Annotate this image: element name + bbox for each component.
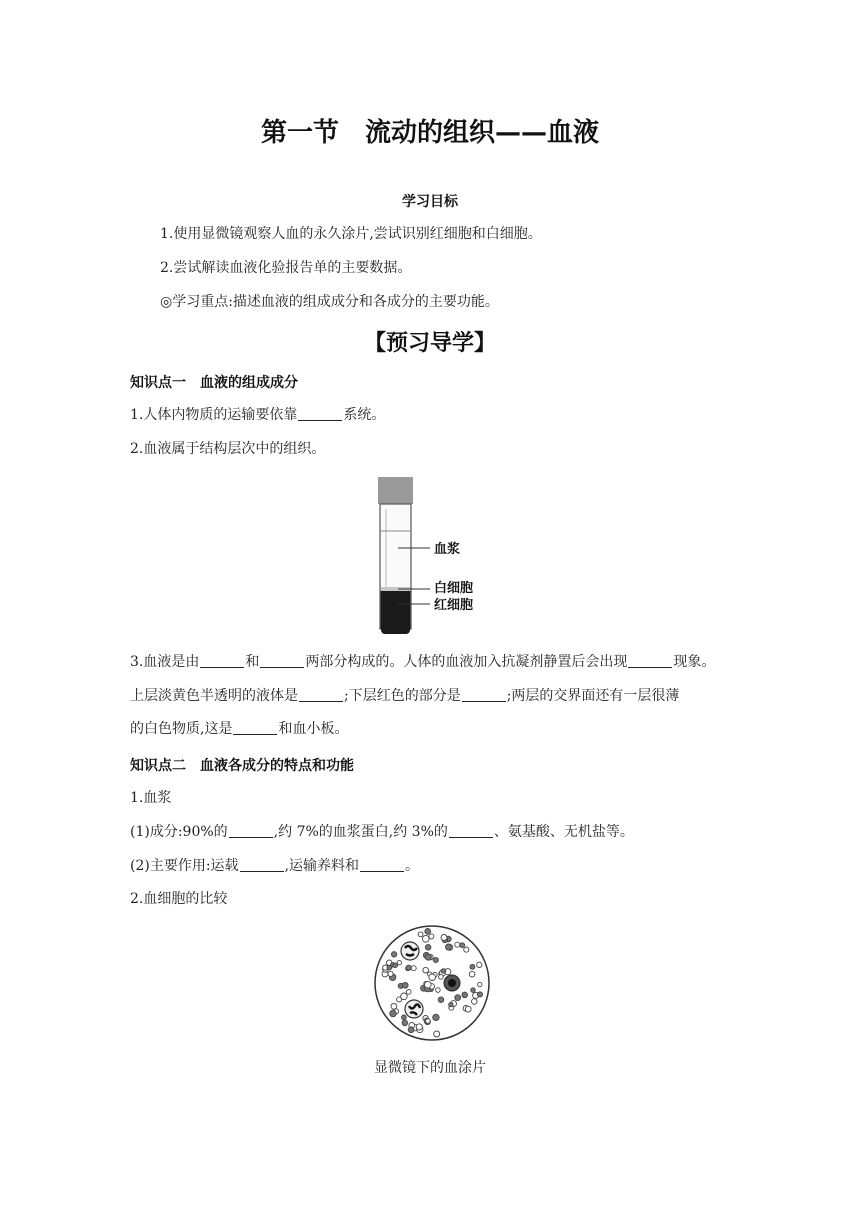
rbc-cell bbox=[422, 935, 429, 942]
rbc-cell bbox=[433, 1014, 439, 1020]
answer-blank[interactable] bbox=[200, 653, 244, 668]
rbc-cell bbox=[411, 966, 416, 971]
rbc-cell bbox=[401, 993, 408, 1000]
answer-blank[interactable] bbox=[299, 687, 343, 702]
answer-blank[interactable] bbox=[462, 687, 506, 702]
rbc-cell bbox=[462, 992, 468, 998]
answer-blank[interactable] bbox=[260, 653, 304, 668]
text: 现象。 bbox=[673, 654, 716, 670]
kp1-heading: 知识点一 血液的组成成分 bbox=[130, 375, 298, 391]
rbc-cell bbox=[425, 929, 431, 935]
rbc-cell bbox=[477, 962, 482, 967]
wbc-nucleus bbox=[448, 979, 456, 987]
text: 。 bbox=[405, 858, 420, 874]
rbc-cell bbox=[455, 942, 460, 947]
preview-heading: 【预习导学】 bbox=[363, 331, 496, 356]
objective-item-1: 1.使用显微镜观察人血的永久涂片,尝试识别红细胞和白细胞。 bbox=[160, 226, 542, 242]
rbc-cell bbox=[402, 982, 408, 988]
smear-field bbox=[375, 926, 489, 1040]
rbc-cell bbox=[436, 988, 441, 993]
rbc-cell bbox=[470, 964, 475, 969]
objectives-heading: 学习目标 bbox=[402, 194, 458, 210]
label-plasma: 血浆 bbox=[434, 542, 461, 557]
kp2-heading: 知识点二 血液各成分的特点和功能 bbox=[130, 758, 354, 774]
figure-caption: 显微镜下的血涂片 bbox=[374, 1060, 486, 1076]
tube-cap bbox=[378, 477, 413, 504]
answer-blank[interactable] bbox=[298, 406, 342, 421]
rbc-cell bbox=[439, 975, 444, 980]
page-title: 第一节 流动的组织——血液 bbox=[260, 118, 599, 148]
kp1-q3-line2 bbox=[130, 686, 679, 706]
test-tube-figure bbox=[370, 476, 490, 640]
blood-smear-figure bbox=[372, 923, 492, 1043]
rbc-cell bbox=[464, 947, 469, 952]
text: 上层淡黄色半透明的液体是 bbox=[130, 688, 298, 704]
answer-blank[interactable] bbox=[233, 720, 277, 735]
rbc-cell bbox=[426, 1019, 431, 1024]
kp2-s1-2 bbox=[130, 856, 419, 876]
answer-blank[interactable] bbox=[360, 857, 404, 872]
rbc-cell bbox=[391, 1003, 397, 1009]
wbc-cell bbox=[401, 942, 419, 960]
rbc-cell bbox=[438, 997, 444, 1003]
rbc-cell bbox=[397, 960, 401, 964]
rbc-cell bbox=[387, 965, 392, 970]
rbc-cell bbox=[434, 1031, 440, 1037]
kp2-s2: 2.血细胞的比较 bbox=[130, 891, 228, 907]
rbc-cell bbox=[478, 982, 482, 986]
rbc-cell bbox=[425, 981, 432, 988]
kp1-q1-text-b: 系统。 bbox=[343, 407, 386, 423]
answer-blank[interactable] bbox=[449, 823, 493, 838]
text: (2)主要作用:运载 bbox=[130, 858, 239, 874]
text: ,运输养料和 bbox=[284, 858, 360, 874]
answer-blank[interactable] bbox=[229, 823, 273, 838]
rbc-cell bbox=[425, 945, 431, 951]
kp2-s1-1 bbox=[130, 822, 634, 842]
rbc-cell bbox=[416, 1024, 422, 1030]
rbc-cell bbox=[423, 967, 429, 973]
rbc-cell bbox=[469, 971, 475, 977]
rbc-cell bbox=[418, 932, 423, 937]
rbc-cell bbox=[393, 963, 398, 968]
rbc-cell bbox=[449, 1002, 453, 1006]
rbc-cell bbox=[390, 1010, 397, 1017]
rbc-cell bbox=[406, 965, 411, 970]
rbc-cell bbox=[455, 995, 461, 1001]
label-wbc: 白细胞 bbox=[434, 581, 474, 596]
rbc-cell bbox=[388, 971, 393, 976]
answer-blank[interactable] bbox=[628, 653, 672, 668]
text: 的白色物质,这是 bbox=[130, 721, 233, 737]
text: 和血小板。 bbox=[278, 721, 349, 737]
tube-bottom bbox=[381, 626, 410, 634]
text: 两部分构成的。人体的血液加入抗凝剂静置后会出现 bbox=[305, 654, 628, 670]
rbc-cell bbox=[433, 957, 438, 962]
rbc-cell bbox=[406, 990, 411, 995]
kp1-q3-line1 bbox=[130, 652, 715, 672]
rbc-cell bbox=[441, 935, 447, 941]
kp1-q1 bbox=[130, 405, 385, 425]
kp2-s1: 1.血浆 bbox=[130, 790, 172, 806]
rbc-cell bbox=[446, 944, 452, 950]
kp1-q3-line3 bbox=[130, 719, 348, 739]
text: ;下层红色的部分是 bbox=[344, 688, 461, 704]
kp1-q2: 2.血液属于结构层次中的组织。 bbox=[130, 441, 326, 457]
rbc-cell bbox=[460, 943, 465, 948]
kp1-q1-text-a: 1.人体内物质的运输要依靠 bbox=[130, 407, 298, 423]
rbc-cell bbox=[465, 1006, 471, 1012]
answer-blank[interactable] bbox=[240, 857, 284, 872]
text: ;两层的交界面还有一层很薄 bbox=[506, 688, 680, 704]
rbc-cell bbox=[429, 974, 436, 981]
text: 和 bbox=[245, 654, 260, 670]
objective-item-2: 2.尝试解读血液化验报告单的主要数据。 bbox=[160, 260, 412, 276]
rbc-cell bbox=[471, 988, 476, 993]
rbc-cell bbox=[402, 1015, 407, 1020]
rbc-cell bbox=[477, 992, 482, 997]
rbc-cell bbox=[425, 954, 431, 960]
label-rbc: 红细胞 bbox=[434, 598, 474, 613]
rbc-cell bbox=[402, 1020, 408, 1026]
rbc-cell bbox=[391, 952, 396, 957]
text: 3.血液是由 bbox=[130, 654, 200, 670]
rbc-cell bbox=[408, 1027, 414, 1033]
text: ,约 7%的血浆蛋白,约 3%的 bbox=[273, 824, 448, 840]
text: 、氨基酸、无机盐等。 bbox=[493, 824, 634, 840]
rbc-cell bbox=[441, 969, 446, 974]
key-point: ◎学习重点:描述血液的组成成分和各成分的主要功能。 bbox=[160, 294, 499, 310]
rbc-cell bbox=[472, 999, 478, 1005]
red-cell-layer bbox=[381, 591, 411, 629]
rbc-cell bbox=[429, 934, 434, 939]
text: (1)成分:90%的 bbox=[130, 824, 228, 840]
